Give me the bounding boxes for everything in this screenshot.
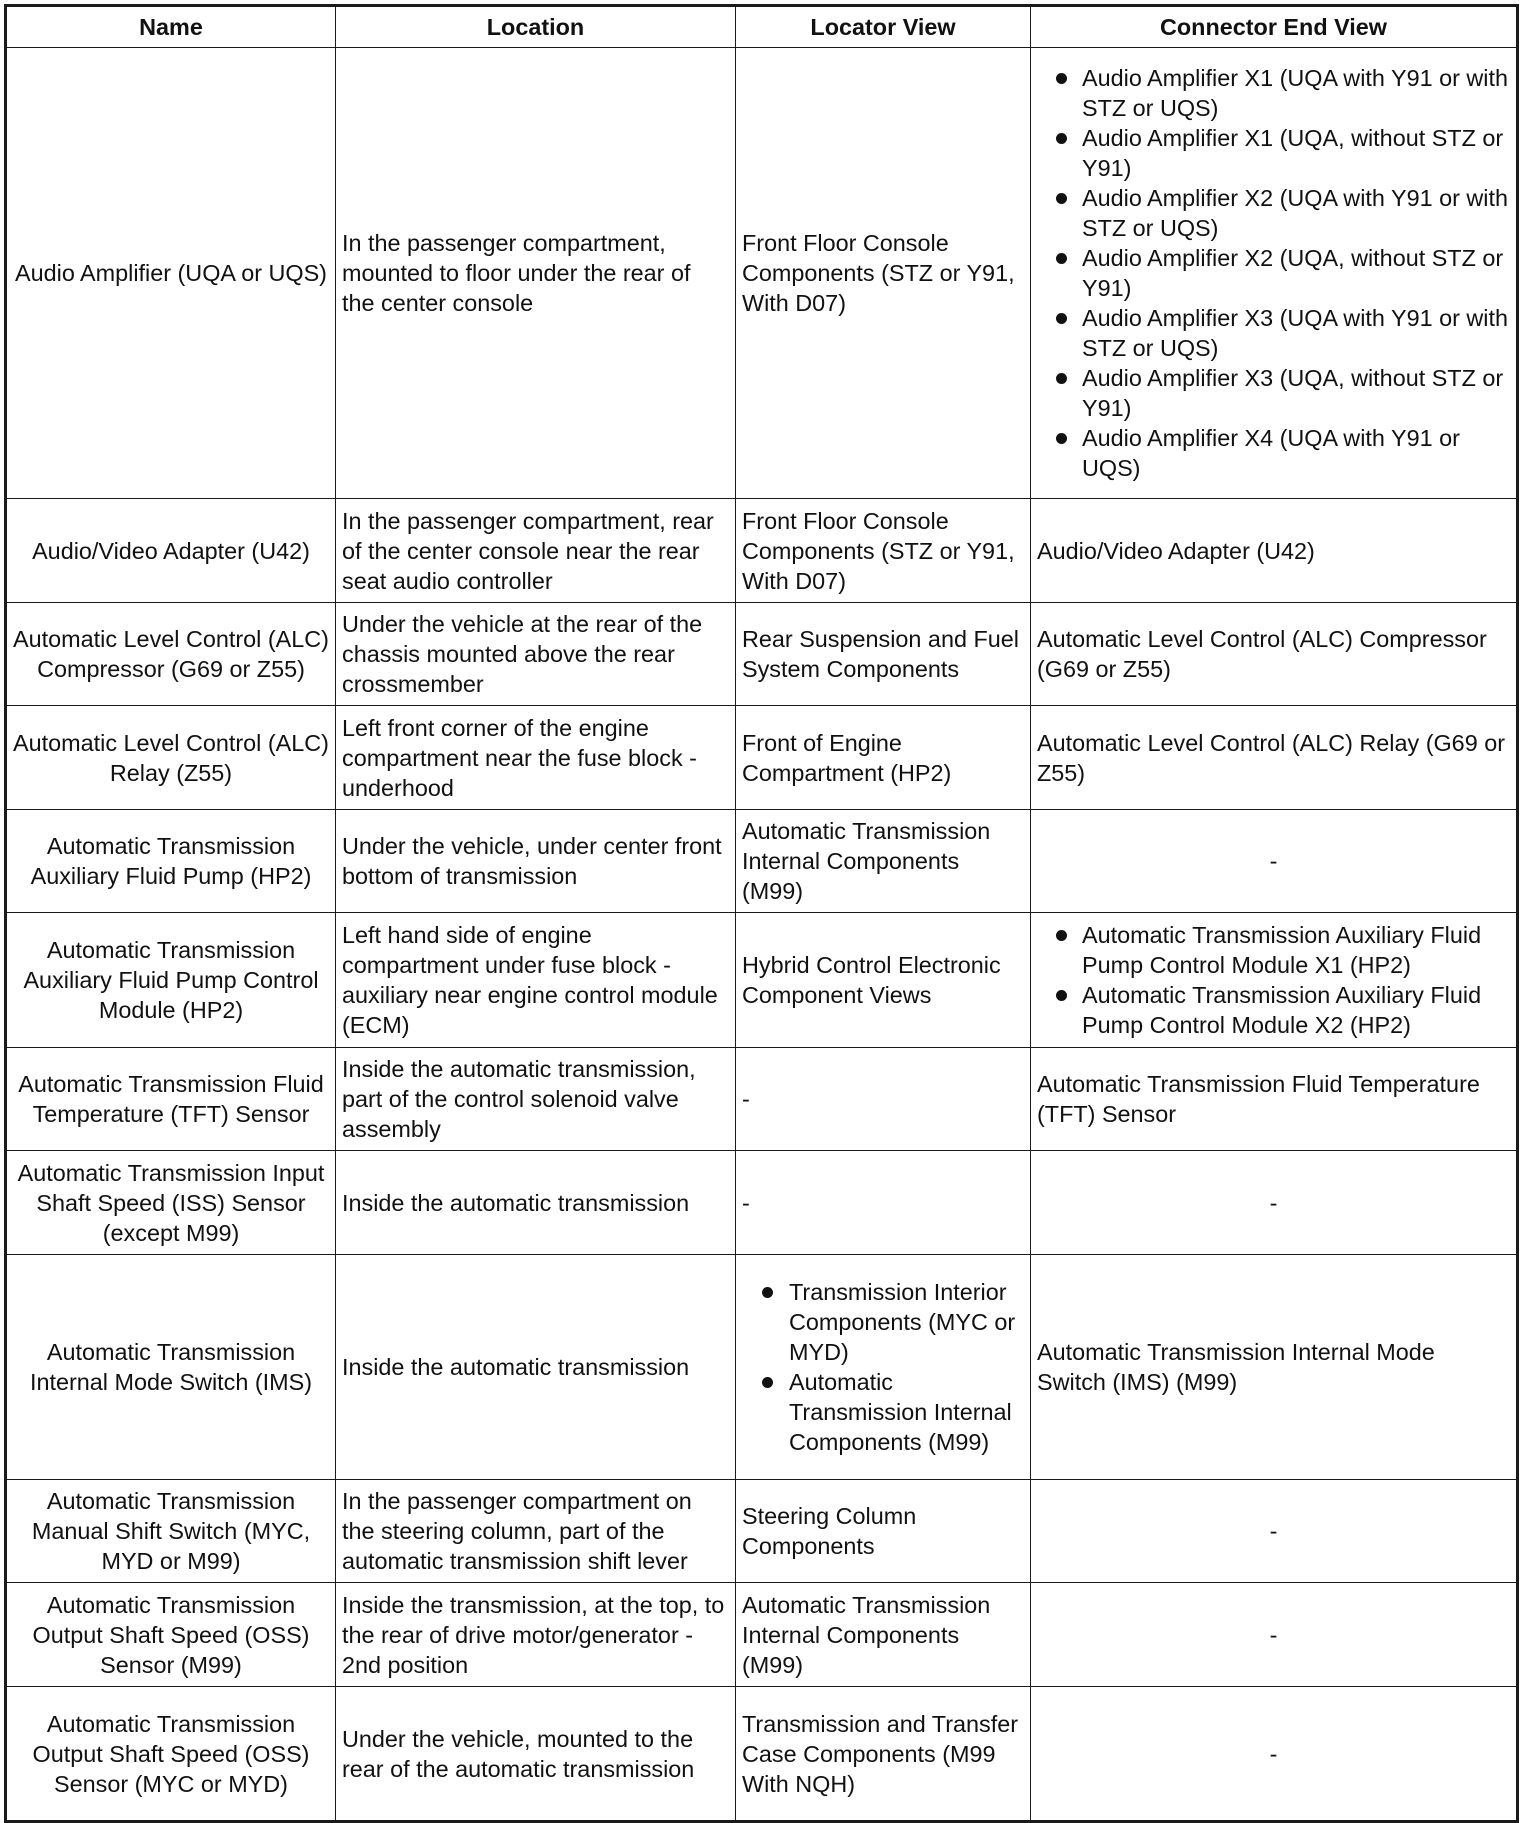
header-location: Location	[336, 6, 736, 48]
cell-location: Left front corner of the engine compartment near the fuse block - underhood	[336, 706, 736, 810]
cell-connector-end-view	[1031, 913, 1518, 1048]
connector-list-item: Audio Amplifier X4 (UQA with Y91 or UQS)	[1037, 423, 1510, 483]
cell-name: Automatic Transmission Input Shaft Speed (ISS) Sensor (except M99)	[6, 1151, 336, 1255]
table-row	[6, 706, 1518, 810]
cell-name: Automatic Transmission Auxiliary Fluid Pump (HP2)	[6, 810, 336, 913]
connector-list-item: Audio Amplifier X1 (UQA with Y91 or with STZ or UQS)	[1037, 63, 1510, 123]
locator-list-item: Automatic Transmission Internal Components (M99)	[742, 1367, 1024, 1457]
table-row	[6, 1583, 1518, 1687]
cell-name: Automatic Level Control (ALC) Compressor (G69 or Z55)	[6, 603, 336, 706]
cell-locator-view: Hybrid Control Electronic Component Views	[736, 913, 1031, 1048]
cell-location: Inside the automatic transmission	[336, 1151, 736, 1255]
locator-list-item: Transmission Interior Components (MYC or MYD)	[742, 1277, 1024, 1367]
cell-location: In the passenger compartment, mounted to floor under the rear of the center console	[336, 48, 736, 499]
cell-connector-end-view: Automatic Level Control (ALC) Relay (G69 or Z55)	[1031, 706, 1518, 810]
cell-location: In the passenger compartment on the steering column, part of the automatic transmission shift lever	[336, 1480, 736, 1583]
connector-list	[1037, 63, 1510, 483]
cell-locator-view	[736, 1255, 1031, 1480]
cell-connector-end-view: Automatic Level Control (ALC) Compressor (G69 or Z55)	[1031, 603, 1518, 706]
cell-locator-view: Automatic Transmission Internal Components (M99)	[736, 1583, 1031, 1687]
cell-connector-end-view: -	[1031, 1480, 1518, 1583]
connector-list-item: Audio Amplifier X2 (UQA with Y91 or with STZ or UQS)	[1037, 183, 1510, 243]
cell-name: Automatic Transmission Fluid Temperature (TFT) Sensor	[6, 1048, 336, 1151]
table-row	[6, 810, 1518, 913]
cell-locator-view: Front Floor Console Components (STZ or Y91, With D07)	[736, 48, 1031, 499]
connector-list-item: Automatic Transmission Auxiliary Fluid Pump Control Module X1 (HP2)	[1037, 920, 1510, 980]
cell-connector-end-view	[1031, 48, 1518, 499]
table-row	[6, 48, 1518, 499]
cell-location: Left hand side of engine compartment under fuse block - auxiliary near engine control module (ECM)	[336, 913, 736, 1048]
table-row	[6, 1048, 1518, 1151]
cell-locator-view: Rear Suspension and Fuel System Components	[736, 603, 1031, 706]
cell-locator-view: Transmission and Transfer Case Components (M99 With NQH)	[736, 1687, 1031, 1822]
connector-list-item: Audio Amplifier X3 (UQA with Y91 or with STZ or UQS)	[1037, 303, 1510, 363]
cell-locator-view: Automatic Transmission Internal Components (M99)	[736, 810, 1031, 913]
cell-locator-view: Front Floor Console Components (STZ or Y91, With D07)	[736, 499, 1031, 603]
cell-name: Audio Amplifier (UQA or UQS)	[6, 48, 336, 499]
cell-location: Under the vehicle at the rear of the chassis mounted above the rear crossmember	[336, 603, 736, 706]
header-locator-view: Locator View	[736, 6, 1031, 48]
table-row	[6, 913, 1518, 1048]
cell-locator-view: Steering Column Components	[736, 1480, 1031, 1583]
locator-list	[742, 1277, 1024, 1457]
cell-location: Inside the transmission, at the top, to the rear of drive motor/generator - 2nd position	[336, 1583, 736, 1687]
cell-connector-end-view: Automatic Transmission Internal Mode Switch (IMS) (M99)	[1031, 1255, 1518, 1480]
header-connector-end-view: Connector End View	[1031, 6, 1518, 48]
connector-list	[1037, 920, 1510, 1040]
cell-connector-end-view: -	[1031, 1583, 1518, 1687]
cell-location: Under the vehicle, under center front bottom of transmission	[336, 810, 736, 913]
cell-name: Automatic Level Control (ALC) Relay (Z55)	[6, 706, 336, 810]
header-name: Name	[6, 6, 336, 48]
cell-name: Automatic Transmission Internal Mode Switch (IMS)	[6, 1255, 336, 1480]
connector-list-item: Audio Amplifier X3 (UQA, without STZ or Y91)	[1037, 363, 1510, 423]
table-row	[6, 1687, 1518, 1822]
cell-connector-end-view: Automatic Transmission Fluid Temperature (TFT) Sensor	[1031, 1048, 1518, 1151]
cell-connector-end-view: -	[1031, 1687, 1518, 1822]
cell-locator-view: -	[736, 1151, 1031, 1255]
cell-name: Automatic Transmission Auxiliary Fluid Pump Control Module (HP2)	[6, 913, 336, 1048]
cell-locator-view: -	[736, 1048, 1031, 1151]
cell-name: Automatic Transmission Output Shaft Speed (OSS) Sensor (M99)	[6, 1583, 336, 1687]
table-row	[6, 1255, 1518, 1480]
table-row	[6, 1151, 1518, 1255]
cell-name: Automatic Transmission Output Shaft Speed (OSS) Sensor (MYC or MYD)	[6, 1687, 336, 1822]
cell-location: Under the vehicle, mounted to the rear of the automatic transmission	[336, 1687, 736, 1822]
component-locator-table	[4, 4, 1519, 1823]
cell-connector-end-view: -	[1031, 1151, 1518, 1255]
table-row	[6, 1480, 1518, 1583]
table-row	[6, 499, 1518, 603]
table-row	[6, 603, 1518, 706]
connector-list-item: Audio Amplifier X2 (UQA, without STZ or Y91)	[1037, 243, 1510, 303]
cell-location: Inside the automatic transmission	[336, 1255, 736, 1480]
cell-location: In the passenger compartment, rear of the center console near the rear seat audio controller	[336, 499, 736, 603]
cell-name: Automatic Transmission Manual Shift Switch (MYC, MYD or M99)	[6, 1480, 336, 1583]
table-header-row	[6, 6, 1518, 48]
cell-location: Inside the automatic transmission, part of the control solenoid valve assembly	[336, 1048, 736, 1151]
cell-locator-view: Front of Engine Compartment (HP2)	[736, 706, 1031, 810]
connector-list-item: Automatic Transmission Auxiliary Fluid Pump Control Module X2 (HP2)	[1037, 980, 1510, 1040]
cell-name: Audio/Video Adapter (U42)	[6, 499, 336, 603]
connector-list-item: Audio Amplifier X1 (UQA, without STZ or Y91)	[1037, 123, 1510, 183]
cell-connector-end-view: -	[1031, 810, 1518, 913]
cell-connector-end-view: Audio/Video Adapter (U42)	[1031, 499, 1518, 603]
